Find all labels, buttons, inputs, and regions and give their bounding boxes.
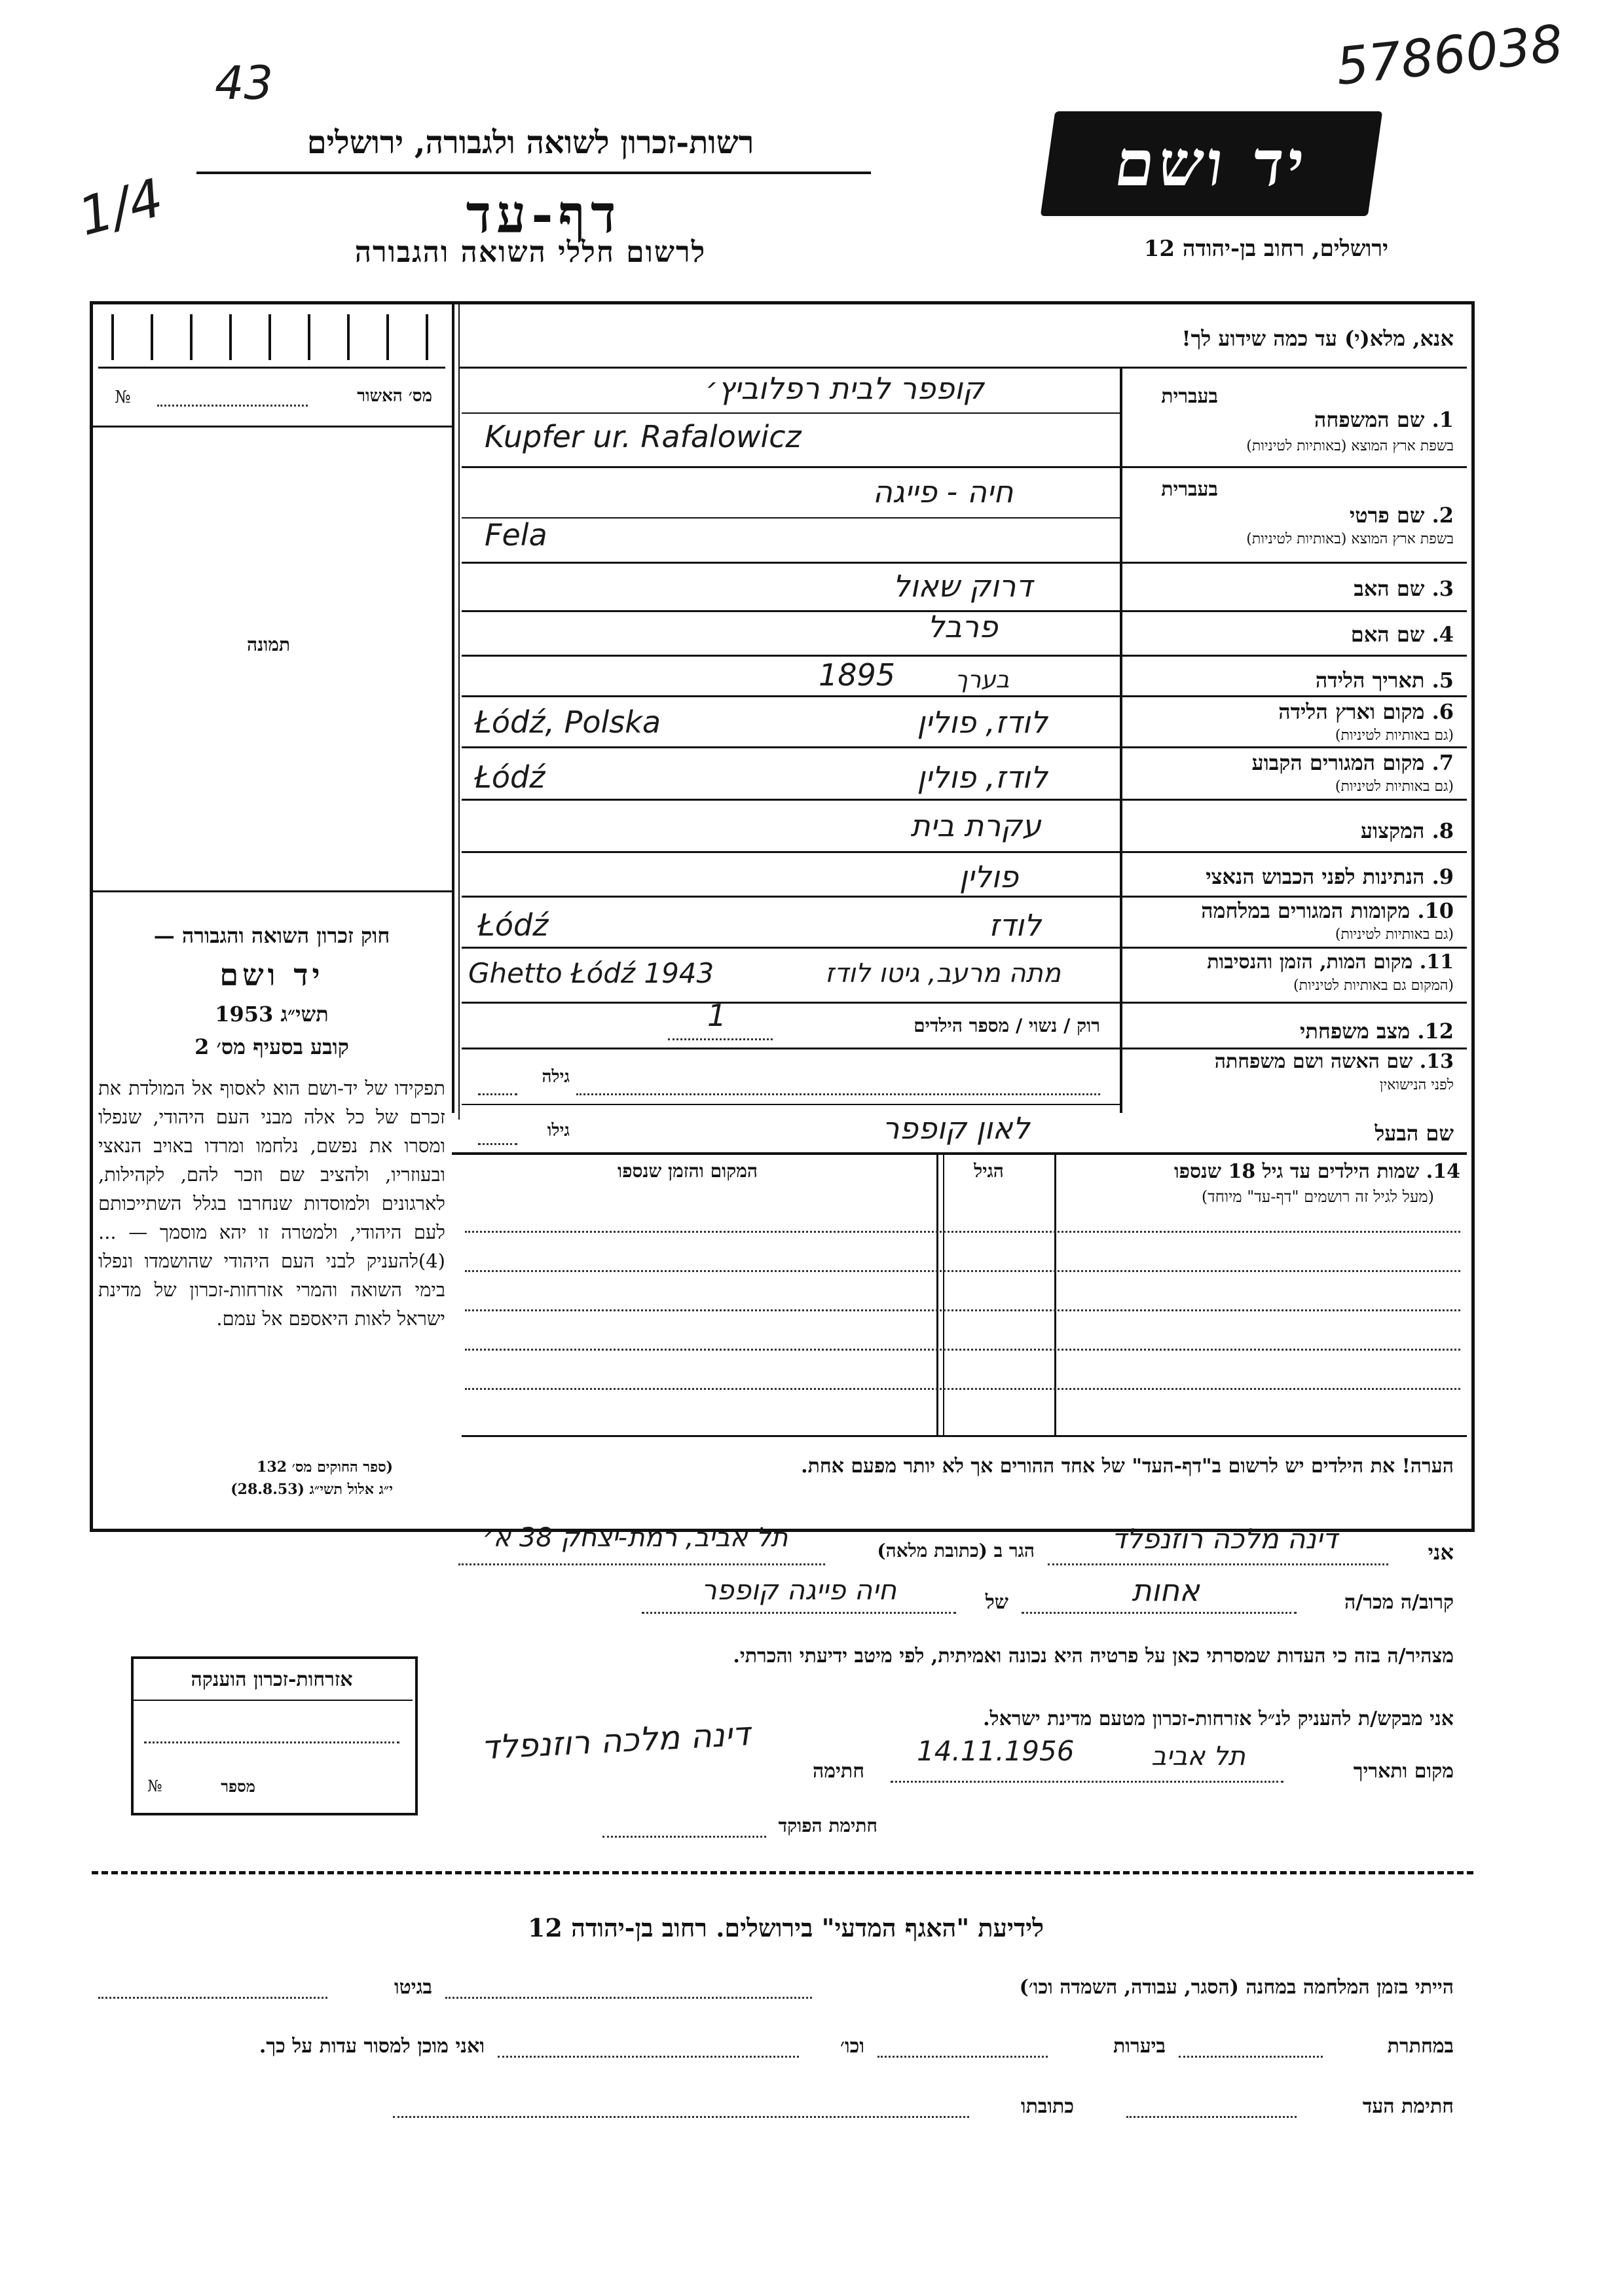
field2-value-hebrew[interactable]: חיה - פייגה	[872, 474, 1014, 509]
field8-value[interactable]: עקרת בית	[910, 808, 1041, 843]
sci-witness-sign-label: חתימת העד	[1362, 2095, 1454, 2118]
field10-sub: (גם באותיות לטיניות)	[1335, 926, 1454, 943]
field9-label: 9. הנתינות לפני הכבוש הנאצי	[1206, 864, 1454, 889]
field13-rule	[462, 1104, 1120, 1105]
field2-rule	[462, 562, 1467, 564]
field12-children[interactable]: 1	[707, 998, 727, 1033]
declare-text: מצהיר/ה בזה כי העדות שמסרתי כאן על פרטיה היא נכונה ואמיתית, לפי מיטב ידיעתי והכרתי.	[733, 1645, 1454, 1667]
approval-label: מס׳ האשור	[357, 386, 432, 406]
children-row-3[interactable]	[465, 1309, 1460, 1311]
cut-line	[92, 1871, 1473, 1874]
field5-value[interactable]: 1895	[819, 657, 896, 693]
note: הערה! את הילדים יש לרשום ב"דף-העד" של אחד ההורים אך לא יותר מפעם אחת.	[801, 1455, 1454, 1478]
signature-label: חתימה	[813, 1760, 864, 1783]
instruction: אנא, מלא(י) עד כמה שידוע לך!	[1181, 326, 1454, 351]
signature-value[interactable]: דינה מלכה רוזנפלד	[480, 1715, 751, 1767]
approval-rule	[92, 426, 453, 428]
sci-underground-field[interactable]	[1179, 2056, 1323, 2058]
children-col-divider-3	[943, 1154, 944, 1435]
husband-age[interactable]	[478, 1143, 517, 1145]
photo-rule	[92, 890, 453, 892]
field7-value-latin[interactable]: Łódź	[475, 759, 545, 795]
field6-rule	[462, 746, 1467, 748]
field13-age-label: גילה	[542, 1067, 570, 1087]
field13-value[interactable]	[576, 1093, 1100, 1095]
declarant-name[interactable]: דינה מלכה רוזנפלד	[1111, 1523, 1338, 1555]
field11-label: 11. מקום המות, הזמן והנסיבות	[1207, 951, 1454, 974]
declarant-name-line	[1048, 1563, 1388, 1565]
law-clause: קובע בסעיף מס׳ 2	[194, 1034, 349, 1059]
place-date-label: מקום ותאריך	[1353, 1760, 1454, 1783]
field1-sub: בשפת ארץ המוצא (באותיות לטיניות)	[1246, 438, 1454, 454]
field6-sub: (גם באותיות לטיניות)	[1335, 727, 1454, 744]
field2-value-latin[interactable]: Fela	[485, 517, 547, 553]
law-ref-1: (ספר החוקים מס׳ 132	[257, 1459, 393, 1476]
header-address: ירושלים, רחוב בן-יהודה 12	[1143, 236, 1388, 262]
of-label: של	[985, 1591, 1008, 1614]
field1-label: 1. שם המשפחה	[1314, 407, 1454, 432]
approval-field[interactable]	[157, 405, 308, 407]
field11-value-latin[interactable]: Ghetto Łódź 1943	[468, 957, 714, 989]
yad-vashem-logo: יד ושם	[1041, 111, 1382, 216]
citizenship-number-label: מספר	[221, 1777, 255, 1796]
approval-no-mark: №	[115, 388, 131, 407]
husband-value[interactable]: לאון קופפר	[882, 1110, 1030, 1146]
sci-forests-label: ביערות	[1113, 2035, 1166, 2058]
sci-line1-end: בגיטו	[394, 1976, 432, 1999]
relation-line	[1022, 1612, 1297, 1614]
husband-label: שם הבעל	[1375, 1121, 1454, 1146]
law-title: חוק זכרון השואה והגבורה —	[153, 923, 390, 948]
field1-rule	[462, 466, 1467, 468]
sci-ghetto-field[interactable]	[98, 1997, 327, 1999]
law-ref-2: י״ג אלול תשי״ג (28.8.53)	[231, 1481, 393, 1498]
field10-rule	[462, 947, 1467, 949]
children-col-divider-1	[1054, 1154, 1056, 1435]
scientific-title: לידיעת "האגף המדעי" בירושלים. רחוב בן-יהודה 12	[527, 1913, 1044, 1942]
declarant-resides-label: הגר ב (כתובת מלאה)	[877, 1540, 1035, 1561]
citizenship-line-1[interactable]	[144, 1741, 399, 1743]
law-text: תפקידו של יד-ושם הוא לאסוף אל המולדת את זכרם של כל אלה מבני העם היהודי, שנפלו ומסרו את נפשם, נלחמו ומרדו באויב הנאצי ובעוזריו, ולהציב שם וזכר להם, לקהילות, לארגונים ולמוסדות שנחרבו בגלל השתייכותם לעם היהודי, ולמטרה זו יהא מוסמך — ...(4)להעניק לבני העם היהודי שהושמדו ונפלו בימי השואה והמרי אזרחות-זכרון של מדינת ישראל לאות היאספם אל עמם.	[98, 1077, 445, 1330]
field3-label: 3. שם האב	[1354, 576, 1454, 601]
citizenship-title: אזרחות-זכרון הוענקה	[191, 1668, 353, 1691]
sci-etc-field[interactable]	[498, 2056, 799, 2058]
field1-value-hebrew[interactable]: קופפר לבית רפלוביץ׳	[705, 371, 984, 406]
field13-sub: לפני הנישואין	[1379, 1077, 1454, 1093]
husband-age-label: גילו	[547, 1121, 570, 1140]
field7-sub: (גם באותיות לטיניות)	[1335, 778, 1454, 795]
place-value[interactable]: תל אביב	[1151, 1741, 1246, 1772]
citizenship-no-mark: №	[147, 1777, 162, 1795]
field9-rule	[462, 896, 1467, 898]
children-sub: (מעל לגיל זה רושמים "דף-עד" מיוחד)	[1201, 1188, 1434, 1206]
date-value[interactable]: 14.11.1956	[917, 1735, 1075, 1767]
children-row-2[interactable]	[465, 1270, 1460, 1272]
field2-lang: בעברית	[1161, 478, 1218, 501]
corner-right-number: 5786038	[1333, 14, 1566, 97]
children-col-place: המקום והזמן שנספו	[618, 1160, 758, 1182]
page-subtitle: לרשום חללי השואה והגבורה	[354, 236, 707, 269]
field7-label: 7. מקום המגורים הקבוע	[1251, 750, 1454, 775]
field2-sub: בשפת ארץ המוצא (באותיות לטיניות)	[1246, 531, 1454, 547]
field13-age[interactable]	[478, 1093, 517, 1095]
field10-value-hebrew[interactable]: לודז	[989, 907, 1041, 943]
photo-label: תמונה	[246, 634, 291, 655]
field10-value-latin[interactable]: Łódź	[478, 907, 549, 943]
children-row-1[interactable]	[465, 1231, 1460, 1233]
field1-value-latin[interactable]: Kupfer ur. Rafalowicz	[485, 419, 802, 454]
field12-options: רוק / נשוי / מספר הילדים	[913, 1015, 1100, 1036]
field13-label: 13. שם האשה ושם משפחתה	[1214, 1050, 1454, 1073]
field12-rule	[462, 1048, 1467, 1049]
field5-label: 5. תאריך הלידה	[1315, 668, 1454, 693]
field9-value[interactable]: פולין	[959, 859, 1019, 894]
header-rule	[196, 172, 871, 174]
declarant-address[interactable]: תל אביב, רמת-יצחק 38 א׳	[482, 1523, 788, 1553]
children-rule	[462, 1435, 1467, 1437]
approval-ticks	[98, 308, 445, 369]
field8-rule	[462, 851, 1467, 853]
children-row-5[interactable]	[465, 1388, 1460, 1390]
field3-value[interactable]: דרוק שאול	[893, 568, 1033, 604]
sci-line1: הייתי בזמן המלחמה במחנה (הסגר, עבודה, השמדה וכו׳)	[1019, 1976, 1454, 1999]
relation-value[interactable]: אחות	[1132, 1573, 1200, 1608]
field10-label: 10. מקומות המגורים במלחמה	[1201, 898, 1454, 923]
children-row-4[interactable]	[465, 1349, 1460, 1351]
field7-rule	[462, 799, 1467, 801]
field8-label: 8. המקצוע	[1360, 818, 1454, 843]
place-date-line	[891, 1781, 1283, 1783]
of-name[interactable]: חיה פייגה קופפר	[701, 1574, 897, 1606]
corner-left-mark: 1/4	[72, 166, 170, 248]
relative-label: קרוב/ה מכר/ה	[1344, 1591, 1454, 1614]
field1-rule-a	[462, 412, 1120, 414]
field12-label: 12. מצב משפחתי	[1300, 1019, 1454, 1044]
officer-signature[interactable]	[602, 1836, 766, 1838]
field6-value-hebrew[interactable]: לודז, פולין	[917, 704, 1048, 740]
law-name: יד ושם	[219, 957, 324, 993]
declarant-address-line	[458, 1563, 825, 1565]
field6-value-latin[interactable]: Łódź, Polska	[475, 704, 661, 740]
officer-label: חתימת הפוקד	[778, 1815, 877, 1836]
declarant-i-label: אני	[1428, 1540, 1454, 1565]
field6-label: 6. מקום וארץ הלידה	[1278, 699, 1454, 724]
field2-rule-a	[462, 517, 1120, 519]
children-col-divider-2	[936, 1154, 938, 1435]
request-text: אני מבקש/ת להעניק לנ״ל אזרחות-זכרון מטעם מדינת ישראל.	[983, 1707, 1454, 1730]
of-name-line	[642, 1612, 956, 1614]
sci-ready-text: ואני מוכן למסור עדות על כך.	[259, 2035, 485, 2058]
left-col-divider	[452, 301, 454, 1113]
sci-underground-label: במחתרת	[1387, 2035, 1454, 2058]
law-year: תשי״ג 1953	[215, 1002, 329, 1027]
children-label: 14. שמות הילדים עד גיל 18 שנספו	[1173, 1160, 1460, 1183]
field5-rule	[462, 695, 1467, 697]
field11-sub: (המקום גם באותיות לטיניות)	[1293, 977, 1454, 994]
field7-value-hebrew[interactable]: לודז, פולין	[917, 759, 1048, 795]
field4-label: 4. שם האם	[1350, 622, 1454, 647]
left-col-divider-2	[458, 301, 460, 1120]
field2-label: 2. שם פרטי	[1349, 503, 1454, 528]
sci-etc-label: וכו׳	[840, 2035, 864, 2058]
field11-rule	[462, 1002, 1467, 1004]
page-title: דף-עד	[466, 183, 621, 245]
sci-forests-field[interactable]	[877, 2056, 1048, 2058]
sci-address-field[interactable]	[393, 2116, 969, 2118]
corner-left-number: 43	[215, 56, 274, 110]
sci-camp-field[interactable]	[445, 1997, 812, 1999]
field5-value-approx[interactable]: בערך	[955, 666, 1010, 693]
husband-rule	[452, 1152, 1467, 1155]
field4-value[interactable]: פרבל	[927, 609, 998, 644]
sci-address-label: כתובתו	[1020, 2095, 1074, 2118]
field12-children-line	[668, 1038, 773, 1040]
sci-witness-signature[interactable]	[1126, 2116, 1297, 2118]
label-col-divider	[1120, 367, 1122, 1113]
authority-title: רשות-זכרון לשואה ולגבורה, ירושלים	[306, 124, 754, 161]
citizenship-title-rule	[134, 1700, 413, 1701]
field1-lang: בעברית	[1161, 385, 1218, 408]
instruction-rule	[458, 367, 1467, 369]
field4-rule	[462, 655, 1467, 657]
children-col-age: הגיל	[974, 1160, 1004, 1182]
field11-value-hebrew[interactable]: מתה מרעב, גיטו לודז	[825, 958, 1061, 989]
